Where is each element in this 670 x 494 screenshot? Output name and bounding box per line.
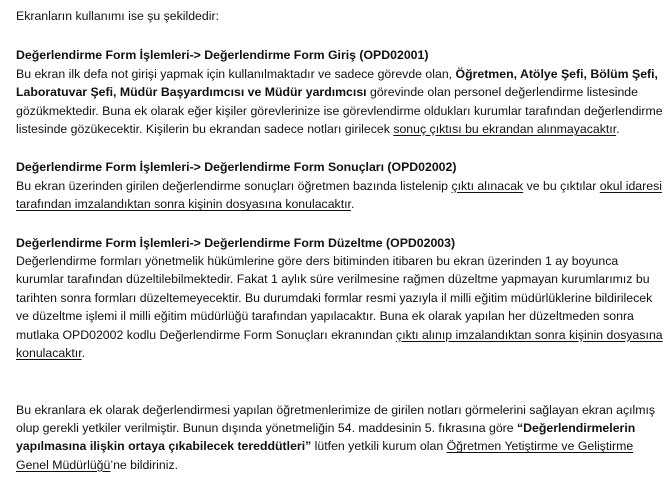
section-form-entry [16, 46, 664, 138]
section-form-results [16, 158, 664, 213]
section-heading-form-entry: Değerlendirme Form İşlemleri-> Değerlendirme Form Giriş (OPD02001) [16, 48, 429, 63]
body-text: ’ne bildiriniz. [110, 457, 179, 472]
underlined-note: çıktı alınacak [451, 178, 524, 193]
closing-body [16, 401, 664, 475]
document-page [16, 7, 664, 494]
underlined-note: okul idaresi tarafından imzalandıktan sonra kişinin dosyasına konulacaktır [16, 178, 662, 212]
body-text: . [81, 346, 86, 361]
section-body-form-correction [16, 252, 664, 362]
body-text: Bu ekran ilk defa not girişi yapmak için kullanılmaktadır ve sadece görevde olan, [16, 66, 456, 81]
body-text: Bu ekranlara ek olarak değerlendirmesi yapılan öğretmenlerimize de girilen notları görmelerini sağlayan ekran açılmış olup gerekli yetkiler verilmiştir. Bunun dışında yönetmeliğin 54. maddesinin 5. fıkrasına göre [16, 402, 656, 435]
body-text: . [616, 122, 620, 137]
intro-text: Ekranların kullanımı ise şu şekildedir: [16, 9, 219, 23]
body-text: Değerlendirme formları yönetmelik hükümlerine göre ders bitiminden itibaren bu ekran üzerinden 1 ay boyunca kurumlar tarafından düzeltilebilmektedir. Fakat 1 aylık süre verilmesine rağmen düzeltme yapmayan kurumlarımız bu tarihten sonra formları düzeltemeyecektir. Bu durumdaki formlar resmi yazıyla il milli eğitim müdürlüklerine bildirilecek ve düzeltme işlemi il milli eğitim müdürlüğü tarafından yapılacaktır. Buna ek olarak yapılan her düzeltmeden sonra mutlaka OPD02002 kodlu Değerlendirme Form Sonuçları ekranından [16, 254, 653, 342]
underlined-note: sonuç çıktısı bu ekrandan alınmayacaktır [393, 122, 617, 137]
section-form-correction [16, 234, 664, 363]
section-heading-form-correction: Değerlendirme Form İşlemleri-> Değerlendirme Form Düzeltme (OPD02003) [16, 235, 456, 250]
underlined-note: çıktı alınıp imzalandıktan sonra kişinin dosyasına konulacaktır [16, 327, 663, 361]
roles-text: Öğretmen, Atölye Şefi, Bölüm Şefi, Laboratuvar Şefi, Müdür Başyardımcısı ve Müdür yardımcısı [16, 66, 658, 100]
body-text: Bu ekran üzerinden girilen değerlendirme sonuçları öğretmen bazında listelenip [16, 178, 452, 193]
closing-paragraph [16, 401, 664, 475]
body-text: . [350, 197, 355, 212]
section-body-form-results [16, 177, 664, 214]
body-text: lütfen yetkili kurum olan [311, 439, 447, 454]
underlined-authority: Öğretmen Yetiştirme ve Geliştirme Genel Müdürlüğü [16, 439, 634, 472]
body-text: görevinde olan personel değerlendirme listesinde gözükmektedir. Buna ek olarak eğer kişiler görevlerinize ise görevlendirme oldukları kurumlar tarafından değerlendirme listesinde gözükecektir. Kişilerin bu ekrandan sadece notları girilecek [16, 85, 663, 137]
section-body-form-entry [16, 65, 664, 139]
quoted-phrase: “Değerlendirmelerin yapılmasına ilişkin ortaya çıkabilecek tereddütleri” [16, 420, 636, 454]
body-text: ve bu çıktılar [523, 178, 600, 193]
section-heading-form-results: Değerlendirme Form İşlemleri-> Değerlendirme Form Sonuçları (OPD02002) [16, 160, 457, 175]
